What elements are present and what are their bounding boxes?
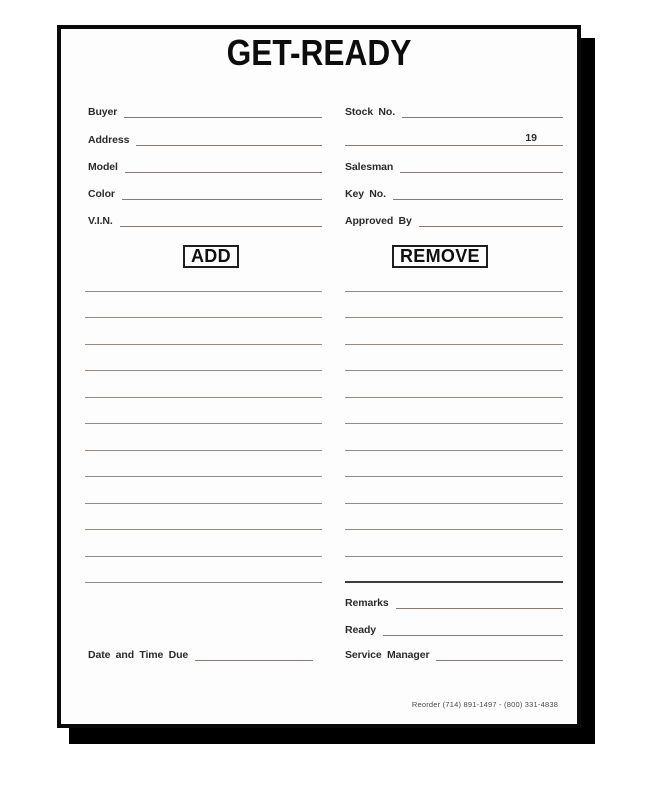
year-prefix: 19 bbox=[525, 132, 537, 144]
vin-blank-line bbox=[120, 210, 322, 227]
model-label: Model bbox=[88, 160, 118, 173]
ruled-line bbox=[345, 530, 563, 557]
ruled-line bbox=[345, 318, 563, 345]
stock-no-label: Stock No. bbox=[345, 105, 396, 118]
remarks-blank-line bbox=[396, 592, 563, 609]
approved-by-label: Approved By bbox=[345, 214, 412, 227]
get-ready-form-page bbox=[57, 25, 581, 728]
ruled-line bbox=[345, 477, 563, 504]
ruled-line bbox=[85, 557, 322, 584]
ruled-line bbox=[345, 424, 563, 451]
ruled-line bbox=[345, 371, 563, 398]
stock-no-blank-line bbox=[402, 101, 563, 118]
field-row-salesman bbox=[345, 156, 563, 173]
field-row-model bbox=[88, 156, 322, 173]
ruled-line bbox=[85, 477, 322, 504]
ruled-line bbox=[85, 424, 322, 451]
date-and-time-due-label: Date and Time Due bbox=[88, 648, 189, 661]
model-blank-line bbox=[125, 156, 322, 173]
field-row-date-and-time-due bbox=[88, 644, 313, 661]
add-header-box: ADD bbox=[183, 245, 239, 268]
buyer-blank-line bbox=[124, 101, 322, 118]
color-label: Color bbox=[88, 187, 115, 200]
ruled-line bbox=[345, 265, 563, 292]
ruled-line bbox=[85, 345, 322, 372]
buyer-label: Buyer bbox=[88, 105, 118, 118]
ruled-line bbox=[85, 504, 322, 531]
ruled-line bbox=[85, 451, 322, 478]
salesman-blank-line bbox=[400, 156, 563, 173]
remove-column-ruled-lines bbox=[345, 265, 563, 583]
color-blank-line bbox=[122, 183, 322, 200]
ruled-line bbox=[85, 398, 322, 425]
field-row-remarks bbox=[345, 592, 563, 609]
field-row-vin bbox=[88, 210, 322, 227]
ruled-line bbox=[345, 292, 563, 319]
date-and-time-due-blank-line bbox=[195, 644, 313, 661]
remarks-label: Remarks bbox=[345, 596, 389, 609]
ruled-line bbox=[345, 557, 563, 584]
ruled-line bbox=[345, 451, 563, 478]
ruled-line bbox=[85, 371, 322, 398]
field-row-stock-no bbox=[345, 101, 563, 118]
field-row-date bbox=[345, 129, 563, 146]
field-row-approved-by bbox=[345, 210, 563, 227]
address-blank-line bbox=[136, 129, 322, 146]
salesman-label: Salesman bbox=[345, 160, 394, 173]
ruled-line bbox=[85, 530, 322, 557]
ruled-line bbox=[85, 265, 322, 292]
ready-blank-line bbox=[383, 619, 563, 636]
field-row-service-manager bbox=[345, 644, 563, 661]
field-row-ready bbox=[345, 619, 563, 636]
service-manager-blank-line bbox=[436, 644, 563, 661]
add-column-ruled-lines bbox=[85, 265, 322, 583]
address-label: Address bbox=[88, 133, 130, 146]
ruled-line bbox=[345, 345, 563, 372]
reorder-text: Reorder (714) 891-1497 - (800) 331-4838 bbox=[411, 700, 559, 709]
form-title-text: GET-READY bbox=[226, 32, 412, 73]
ruled-line bbox=[85, 292, 322, 319]
ruled-line bbox=[85, 318, 322, 345]
field-row-color bbox=[88, 183, 322, 200]
remove-header-box: REMOVE bbox=[392, 245, 488, 268]
service-manager-label: Service Manager bbox=[345, 648, 430, 661]
approved-by-blank-line bbox=[419, 210, 563, 227]
ruled-line bbox=[345, 504, 563, 531]
key-no-label: Key No. bbox=[345, 187, 386, 200]
form-title bbox=[61, 32, 577, 73]
ruled-line bbox=[345, 398, 563, 425]
field-row-key-no bbox=[345, 183, 563, 200]
vin-label: V.I.N. bbox=[88, 214, 113, 227]
ready-label: Ready bbox=[345, 623, 377, 636]
field-row-buyer bbox=[88, 101, 322, 118]
key-no-blank-line bbox=[393, 183, 563, 200]
field-row-address bbox=[88, 129, 322, 146]
